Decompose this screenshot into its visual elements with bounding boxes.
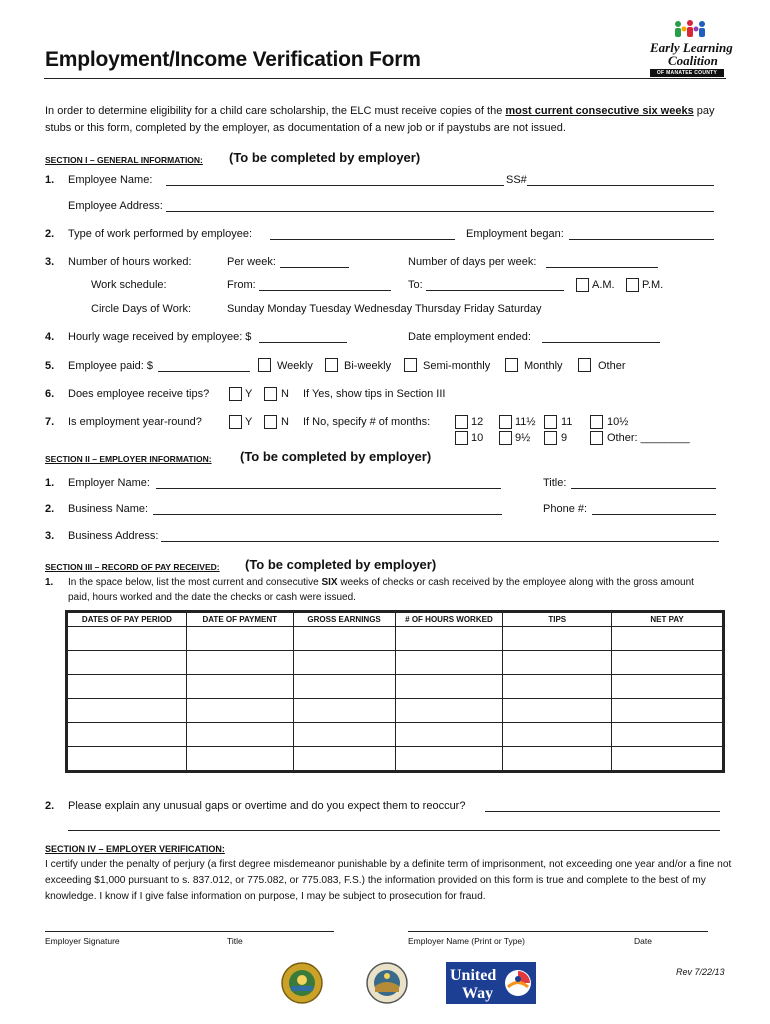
- am-label: A.M.: [592, 279, 615, 291]
- months-note: If No, specify # of months:: [303, 416, 431, 428]
- year-round-yes-checkbox[interactable]: [229, 415, 242, 429]
- months-other-label: Other: ________: [607, 432, 690, 444]
- weekly-checkbox[interactable]: [258, 358, 271, 372]
- table-cell[interactable]: [186, 699, 293, 723]
- table-row: [68, 699, 723, 723]
- tips-no-checkbox[interactable]: [264, 387, 277, 401]
- table-cell[interactable]: [503, 699, 612, 723]
- title-divider: [44, 78, 726, 79]
- schedule-from-field[interactable]: [259, 290, 391, 291]
- employer-title-label: Title:: [543, 477, 567, 489]
- s3-q2-number: 2.: [45, 800, 55, 812]
- print-name-label: Employer Name (Print or Type): [408, 936, 525, 946]
- section-1-heading: SECTION I – GENERAL INFORMATION:: [45, 155, 203, 165]
- months-10-checkbox[interactable]: [455, 431, 468, 445]
- table-cell[interactable]: [293, 627, 395, 651]
- table-cell[interactable]: [68, 627, 187, 651]
- table-row: [68, 675, 723, 699]
- form-title: Employment/Income Verification Form: [45, 48, 421, 71]
- work-type-field[interactable]: [270, 239, 455, 240]
- table-cell[interactable]: [293, 651, 395, 675]
- business-name-label: Business Name:: [68, 503, 149, 515]
- table-cell[interactable]: [503, 675, 612, 699]
- q7-number: 7.: [45, 416, 55, 428]
- days-of-week[interactable]: Sunday Monday Tuesday Wednesday Thursday Friday Saturday: [227, 303, 542, 315]
- gaps-question: Please explain any unusual gaps or overtime and do you expect them to reoccur?: [68, 800, 466, 812]
- table-cell[interactable]: [612, 651, 723, 675]
- section-2-note: (To be completed by employer): [240, 449, 432, 464]
- q2-number: 2.: [45, 228, 55, 240]
- table-cell[interactable]: [395, 651, 503, 675]
- employer-name-label: Employer Name:: [68, 477, 150, 489]
- circle-days-label: Circle Days of Work:: [91, 303, 192, 315]
- table-row: [68, 723, 723, 747]
- employer-name-print-field[interactable]: [408, 931, 708, 932]
- work-type-label: Type of work performed by employee:: [68, 228, 253, 240]
- table-cell[interactable]: [395, 699, 503, 723]
- date-label: Date: [634, 936, 652, 946]
- table-row: [68, 651, 723, 675]
- hourly-wage-field[interactable]: [259, 342, 347, 343]
- table-cell[interactable]: [68, 723, 187, 747]
- days-per-week-field[interactable]: [546, 267, 658, 268]
- per-week-label: Per week:: [227, 256, 276, 268]
- col-hours-worked: # OF HOURS WORKED: [395, 613, 503, 627]
- table-cell[interactable]: [293, 723, 395, 747]
- months-11-5-checkbox[interactable]: [499, 415, 512, 429]
- other-pay-label: Other: [598, 360, 626, 372]
- s2-q3-number: 3.: [45, 530, 55, 542]
- col-dates-of-pay-period: DATES OF PAY PERIOD: [68, 613, 187, 627]
- employment-ended-label: Date employment ended:: [408, 331, 531, 343]
- logo-line-1: Early Learning: [650, 40, 733, 55]
- year-round-question: Is employment year-round?: [68, 416, 202, 428]
- s3-q1-number: 1.: [45, 577, 54, 588]
- tips-yes-checkbox[interactable]: [229, 387, 242, 401]
- year-round-no-label: N: [281, 416, 289, 428]
- months-9-5-checkbox[interactable]: [499, 431, 512, 445]
- employer-title-field[interactable]: [571, 488, 716, 489]
- days-per-week-label: Number of days per week:: [408, 256, 537, 268]
- s2-q1-number: 1.: [45, 477, 55, 489]
- united-way-line-1: United: [450, 967, 497, 984]
- months-11-checkbox[interactable]: [544, 415, 557, 429]
- employment-began-field[interactable]: [569, 239, 714, 240]
- q5-number: 5.: [45, 360, 55, 372]
- table-cell[interactable]: [186, 747, 293, 771]
- elc-logo: [646, 20, 733, 76]
- pay-instr-a: In the space below, list the most current and consecutive: [68, 577, 322, 588]
- col-gross-earnings: GROSS EARNINGS: [293, 613, 395, 627]
- s2-q2-number: 2.: [45, 503, 55, 515]
- pay-instr-six: SIX: [321, 577, 338, 588]
- employer-signature-field[interactable]: [45, 931, 334, 932]
- revision-date: Rev 7/22/13: [676, 967, 725, 977]
- col-date-of-payment: DATE OF PAYMENT: [186, 613, 293, 627]
- sig-title-label: Title: [227, 936, 243, 946]
- employer-name-field[interactable]: [156, 488, 501, 489]
- ssn-label: SS#: [506, 174, 527, 186]
- pay-instr-b: weeks of checks or cash received by the employee along with the gross amount: [337, 577, 694, 588]
- employment-ended-field[interactable]: [542, 342, 660, 343]
- am-checkbox[interactable]: [576, 278, 589, 292]
- intro-emphasis: most current consecutive six weeks: [505, 105, 694, 117]
- pm-label: P.M.: [642, 279, 664, 291]
- q1-number: 1.: [45, 174, 55, 186]
- months-12-label: 12: [471, 416, 484, 428]
- semimonthly-checkbox[interactable]: [404, 358, 417, 372]
- months-10-5-label: 10½: [607, 416, 629, 428]
- business-name-field[interactable]: [153, 514, 502, 515]
- table-cell[interactable]: [68, 651, 187, 675]
- table-cell[interactable]: [68, 699, 187, 723]
- weekly-label: Weekly: [277, 360, 313, 372]
- table-row: [68, 747, 723, 771]
- monthly-label: Monthly: [524, 360, 563, 372]
- signature-label: Employer Signature: [45, 936, 120, 946]
- biweekly-label: Bi-weekly: [344, 360, 392, 372]
- table-cell[interactable]: [186, 651, 293, 675]
- table-cell[interactable]: [612, 675, 723, 699]
- from-label: From:: [227, 279, 256, 291]
- table-cell[interactable]: [503, 627, 612, 651]
- table-cell[interactable]: [503, 651, 612, 675]
- table-cell[interactable]: [612, 699, 723, 723]
- employee-name-label: Employee Name:: [68, 174, 153, 186]
- biweekly-checkbox[interactable]: [325, 358, 338, 372]
- table-cell[interactable]: [68, 675, 187, 699]
- business-address-field[interactable]: [161, 541, 719, 542]
- months-other-checkbox[interactable]: [590, 431, 603, 445]
- pay-record-table: [67, 612, 723, 771]
- monthly-checkbox[interactable]: [505, 358, 518, 372]
- employee-paid-label: Employee paid: $: [68, 360, 153, 372]
- year-round-yes-label: Y: [245, 416, 253, 428]
- logo-line-2: Coalition: [668, 53, 718, 68]
- section-4-heading: SECTION IV – EMPLOYER VERIFICATION:: [45, 844, 225, 854]
- florida-seal-icon: [281, 962, 323, 1004]
- months-10-5-checkbox[interactable]: [590, 415, 603, 429]
- work-schedule-label: Work schedule:: [91, 279, 167, 291]
- united-way-logo: [446, 962, 536, 1004]
- section-3-heading: SECTION III – RECORD OF PAY RECEIVED:: [45, 562, 220, 572]
- to-label: To:: [408, 279, 423, 291]
- months-9-checkbox[interactable]: [544, 431, 557, 445]
- other-pay-checkbox[interactable]: [578, 358, 591, 372]
- ssn-field[interactable]: [527, 185, 714, 186]
- table-row: [68, 627, 723, 651]
- tips-no-label: N: [281, 388, 289, 400]
- q4-number: 4.: [45, 331, 55, 343]
- employee-address-label: Employee Address:: [68, 200, 163, 212]
- certification-text: I certify under the penalty of perjury (a first degree misdemeanor punishable by a definite term of imprisonment, not exceeding one year and/or a fine not exceeding $1,000 pursuant to s. 837.012, or 775.082, or 775.083, F.S.) the information provided on this form is true and complete to the best of my knowledge. I know if I give false information on purpose, I may be subject to prosecution for fraud.: [45, 859, 732, 902]
- table-cell[interactable]: [503, 723, 612, 747]
- months-11-label: 11: [561, 416, 573, 428]
- months-10-label: 10: [471, 432, 484, 444]
- intro-paragraph: [45, 103, 735, 137]
- employee-address-field[interactable]: [166, 211, 714, 212]
- table-cell[interactable]: [293, 675, 395, 699]
- intro-text-2: pay stubs or this form, completed by the employer, as documentation of a new job or if paystubs are not issued.: [45, 105, 715, 134]
- hours-worked-label: Number of hours worked:: [68, 256, 192, 268]
- gaps-answer-field-2[interactable]: [68, 830, 720, 831]
- per-week-field[interactable]: [280, 267, 349, 268]
- employment-began-label: Employment began:: [466, 228, 564, 240]
- united-way-line-2: Way: [462, 985, 494, 1002]
- table-cell[interactable]: [186, 723, 293, 747]
- semimonthly-label: Semi-monthly: [423, 360, 491, 372]
- months-12-checkbox[interactable]: [455, 415, 468, 429]
- q3-number: 3.: [45, 256, 55, 268]
- pm-checkbox[interactable]: [626, 278, 639, 292]
- table-header-row: [68, 613, 723, 627]
- months-9-5-label: 9½: [515, 432, 531, 444]
- table-cell[interactable]: [186, 675, 293, 699]
- table-cell[interactable]: [186, 627, 293, 651]
- table-cell[interactable]: [612, 747, 723, 771]
- year-round-no-checkbox[interactable]: [264, 415, 277, 429]
- pay-record-instructions-2: paid, hours worked and the date the checks or cash were issued.: [68, 592, 356, 603]
- intro-text-1: In order to determine eligibility for a child care scholarship, the ELC must receive copies of the: [45, 105, 506, 117]
- business-address-label: Business Address:: [68, 530, 159, 542]
- section-3-note: (To be completed by employer): [245, 557, 437, 572]
- table-cell[interactable]: [68, 747, 187, 771]
- hourly-wage-label: Hourly wage received by employee: $: [68, 331, 252, 343]
- table-cell[interactable]: [395, 723, 503, 747]
- pay-record-instructions: [68, 577, 694, 588]
- section-1-note: (To be completed by employer): [229, 150, 421, 165]
- table-cell[interactable]: [395, 627, 503, 651]
- logo-line-3: OF MANATEE COUNTY: [650, 69, 724, 77]
- col-tips: TIPS: [503, 613, 612, 627]
- tips-note: If Yes, show tips in Section III: [303, 388, 446, 400]
- county-seal-icon: [366, 962, 408, 1004]
- table-cell[interactable]: [293, 699, 395, 723]
- section-2-heading: SECTION II – EMPLOYER INFORMATION:: [45, 454, 212, 464]
- table-cell[interactable]: [395, 675, 503, 699]
- schedule-to-field[interactable]: [426, 290, 564, 291]
- employee-paid-field[interactable]: [158, 371, 250, 372]
- months-11-5-label: 11½: [515, 416, 536, 428]
- q6-number: 6.: [45, 388, 55, 400]
- tips-yes-label: Y: [245, 388, 253, 400]
- table-cell[interactable]: [395, 747, 503, 771]
- table-cell[interactable]: [293, 747, 395, 771]
- tips-question: Does employee receive tips?: [68, 388, 210, 400]
- table-cell[interactable]: [612, 627, 723, 651]
- months-9-label: 9: [561, 432, 568, 444]
- employee-name-field[interactable]: [166, 185, 504, 186]
- children-logo-icon: [670, 20, 710, 42]
- phone-label: Phone #:: [543, 503, 588, 515]
- table-cell[interactable]: [503, 747, 612, 771]
- col-net-pay: NET PAY: [612, 613, 723, 627]
- table-cell[interactable]: [612, 723, 723, 747]
- gaps-answer-field-1[interactable]: [485, 811, 720, 812]
- phone-field[interactable]: [592, 514, 716, 515]
